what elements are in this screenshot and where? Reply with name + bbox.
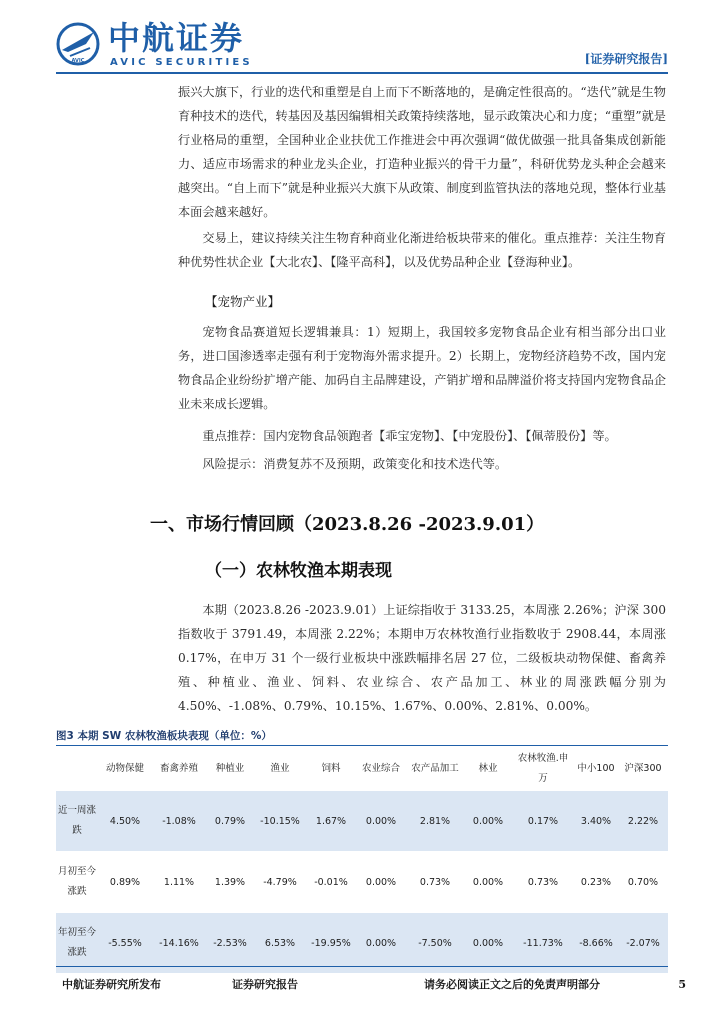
page-number: 5: [678, 978, 686, 991]
column-header: 沪深300: [624, 763, 662, 774]
table-cell: 2.22%: [618, 791, 668, 852]
table-row: [56, 791, 668, 852]
column-header: 农业综合: [361, 763, 400, 774]
column-header: 农产品加工: [411, 763, 459, 774]
table-cell: 0.00%: [464, 913, 512, 974]
section-title: 一、市场行情回顾（2023.8.26 -2023.9.01）: [150, 514, 545, 535]
footer-publisher: 中航证券研究所发布: [62, 978, 161, 991]
table-cell: 0.70%: [618, 852, 668, 913]
avic-logo-icon: [56, 22, 100, 66]
figure-title: 图3 本期 SW 农林牧渔板块表现（单位：%）: [56, 730, 272, 742]
row-label: 年初至今涨跌: [56, 913, 98, 974]
column-header: 动物保健: [105, 763, 144, 774]
table-cell: 0.17%: [512, 791, 574, 852]
column-header: 林业: [478, 763, 498, 774]
table-cell: -5.55%: [98, 913, 152, 974]
table-bottom-divider: [56, 966, 668, 967]
table-cell: 1.39%: [206, 852, 254, 913]
column-header: 农林牧渔.申万: [517, 753, 569, 784]
sector-performance-table: [56, 748, 668, 973]
table-cell: 0.00%: [464, 852, 512, 913]
paragraph-pet-recommend: 重点推荐：国内宠物食品领跑者【乖宝宠物】、【中宠股份】、【佩蒂股份】等。: [202, 429, 617, 443]
table-cell: 4.50%: [98, 791, 152, 852]
table-row: [56, 852, 668, 913]
footer-disclaimer: 请务必阅读正文之后的免责声明部分: [424, 978, 600, 991]
column-header: 畜禽养殖: [159, 763, 198, 774]
table-cell: 0.73%: [512, 852, 574, 913]
brand-name-cn: 中航证券: [108, 19, 245, 57]
table-cell: 1.11%: [152, 852, 206, 913]
table-cell: -8.66%: [574, 913, 618, 974]
table-cell: 0.89%: [98, 852, 152, 913]
table-cell: 0.73%: [406, 852, 464, 913]
table-cell: -11.73%: [512, 913, 574, 974]
paragraph-risk: 风险提示：消费复苏不及预期，政策变化和技术迭代等。: [202, 457, 508, 471]
paragraph-pet-food: 宠物食品赛道短长逻辑兼具：1）短期上，我国较多宠物食品企业有相当部分出口业务，进口国渗透率走强有利于宠物海外需求提升。2）长期上，宠物经济趋势不改，国内宠物食品企业纷纷扩增产能、加码自主品牌建设，产销扩增和品牌溢价将支持国内宠物食品企业未来成长逻辑。: [178, 325, 666, 411]
table-cell: 0.00%: [356, 913, 406, 974]
table-cell: -0.01%: [306, 852, 356, 913]
table-cell: -2.07%: [618, 913, 668, 974]
table-cell: 0.23%: [574, 852, 618, 913]
report-type-tag: [证券研究报告]: [584, 52, 668, 66]
table-cell: -10.15%: [254, 791, 306, 852]
table-cell: 0.00%: [356, 791, 406, 852]
table-row: [56, 913, 668, 974]
table-cell: -14.16%: [152, 913, 206, 974]
brand-name-en: AVIC SECURITIES: [110, 57, 253, 68]
table-cell: 0.00%: [464, 791, 512, 852]
table-cell: -4.79%: [254, 852, 306, 913]
table-cell: -7.50%: [406, 913, 464, 974]
table-cell: 0.00%: [356, 852, 406, 913]
table-corner: [56, 748, 98, 791]
subsection-title: （一）农林牧渔本期表现: [205, 561, 392, 581]
header-divider: [56, 72, 668, 74]
table-cell: 6.53%: [254, 913, 306, 974]
table-cell: -1.08%: [152, 791, 206, 852]
paragraph-market-review: 本期（2023.8.26 -2023.9.01）上证综指收于 3133.25，本周涨 2.26%；沪深 300 指数收于 3791.49，本周涨 2.22%；本期申万农林牧渔行业指数收于 2908.44，本周涨 0.17%，在申万 31 个一级行业板块中涨跌幅排名居 27 位，二级板块动物保健、畜禽养殖、种植业、渔业、饲料、农业综合、农产品加工、林业的周涨跌幅分别为 4.50%、-1.08%、0.79%、10.15%、1.67%、0.00%、2.81%、0.00%。: [178, 603, 666, 713]
table-cell: -2.53%: [206, 913, 254, 974]
table-cell: 0.79%: [206, 791, 254, 852]
table-cell: 2.81%: [406, 791, 464, 852]
table-cell: 1.67%: [306, 791, 356, 852]
column-header: 饲料: [321, 763, 341, 774]
table-cell: -19.95%: [306, 913, 356, 974]
column-header: 渔业: [270, 763, 290, 774]
column-header: 种植业: [215, 763, 245, 774]
pet-industry-label: 【宠物产业】: [205, 294, 281, 309]
row-label: 近一周涨跌: [56, 791, 98, 852]
footer-report-type: 证券研究报告: [232, 978, 298, 991]
paragraph-trade-advice: 交易上，建议持续关注生物育种商业化渐进给板块带来的催化。重点推荐：关注生物育种优势性状企业【大北农】、【隆平高科】，以及优势品种企业【登海种业】。: [178, 231, 666, 269]
paragraph-seed-industry: 振兴大旗下，行业的迭代和重塑是自上而下不断落地的，是确定性很高的。“迭代”就是生物育种技术的迭代，转基因及基因编辑相关政策持续落地，显示政策决心和力度；“重塑”就是行业格局的重塑，全国种业企业扶优工作推进会中再次强调“做优做强一批具备集成创新能力、适应市场需求的种业龙头企业，打造种业振兴的骨干力量”，科研优势龙头种企会越来越突出。“自上而下”就是种业振兴大旗下从政策、制度到监管执法的落地兑现，整体行业基本面会越来越好。: [178, 85, 666, 219]
figure-divider: [56, 745, 668, 746]
table-header-row: [56, 748, 668, 791]
column-header: 中小100: [577, 763, 615, 774]
logo-mark-text: AVIC: [71, 58, 85, 64]
table-cell: 3.40%: [574, 791, 618, 852]
row-label: 月初至今涨跌: [56, 852, 98, 913]
report-header: [0, 0, 724, 80]
